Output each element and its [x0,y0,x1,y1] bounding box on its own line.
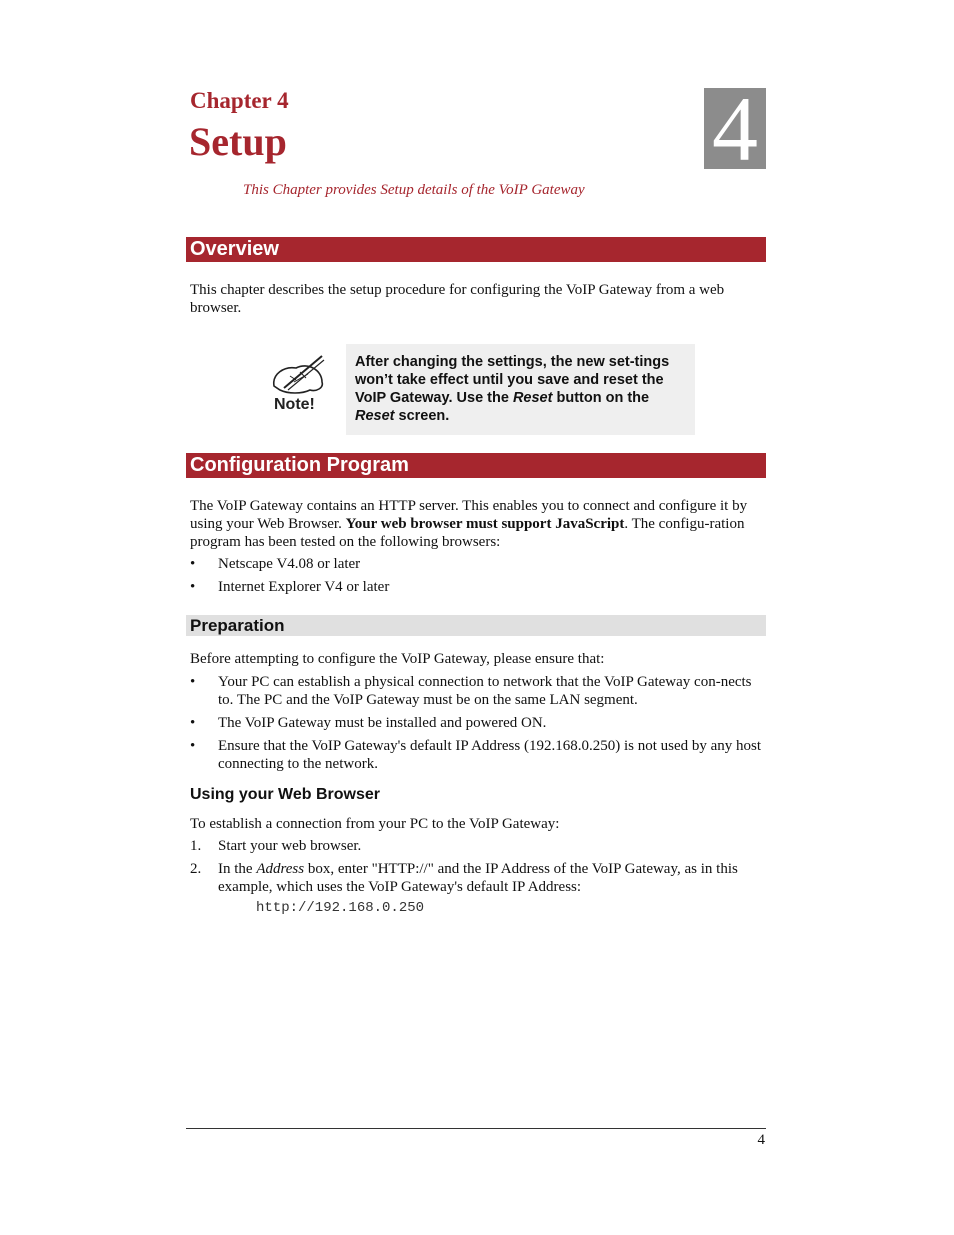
footer-rule [186,1128,766,1129]
list-item: 1. Start your web browser. [190,838,362,854]
config-text-1: The VoIP Gateway contains an HTTP server. This enables you to connect and configure it by using your Web Browser. [190,498,748,532]
note-em-reset-screen: Reset [355,408,395,424]
list-item: • Your PC can establish a physical connection to network that the VoIP Gateway con-nects to. The PC and the VoIP Gateway must be on the same LAN segment. [190,674,752,708]
browser-list [190,555,766,596]
section-heading-overview: Overview [186,237,766,262]
config-text-2: . The configu-ration program has been tested on the following browsers: [190,516,745,550]
list-item: • Netscape V4.08 or later [190,556,361,572]
chapter-label: Chapter 4 [190,88,289,113]
note-em-reset: Reset [512,390,553,406]
list-item: • Internet Explorer V4 or later [190,579,390,595]
preparation-intro: Before attempting to configure the VoIP Gateway, please ensure that: [190,651,605,667]
chapter-number-box: 4 [704,88,766,169]
list-item: 2. In the Address box, enter "HTTP://" and the IP Address of the VoIP Gateway, as in this example, which uses the VoIP Gateway's default IP Address: [190,861,738,895]
browser-steps [190,837,766,896]
note-text-2: button on the [552,390,650,406]
list-item: • The VoIP Gateway must be installed and powered ON. [190,715,547,731]
preparation-list [190,673,766,773]
chapter-summary: This Chapter provides Setup details of the VoIP Gateway [243,182,585,198]
config-text-bold: Your web browser must support JavaScript [345,516,625,532]
config-paragraph [190,497,766,551]
note-text-3: screen. [394,408,450,424]
note-text-1: After changing the settings, the new set-tings won’t take effect until you save and reset the VoIP Gateway. Use the [355,354,670,406]
browser-intro: To establish a connection from your PC to the VoIP Gateway: [190,816,560,832]
list-item: • Ensure that the VoIP Gateway's default IP Address (192.168.0.250) is not used by any host connecting to the network. [190,738,762,772]
note-box [346,344,695,435]
chapter-title: Setup [189,119,287,164]
note-icon [266,352,328,414]
example-url: http://192.168.0.250 [256,900,425,916]
overview-paragraph: This chapter describes the setup procedure for configuring the VoIP Gateway from a web browser. [190,282,725,316]
section-heading-configuration-program: Configuration Program [186,453,766,478]
note-icon-label: Note! [274,396,315,413]
subsection-heading-preparation: Preparation [186,615,766,636]
subheading-using-web-browser: Using your Web Browser [190,786,380,803]
page-number: 4 [757,1132,765,1148]
